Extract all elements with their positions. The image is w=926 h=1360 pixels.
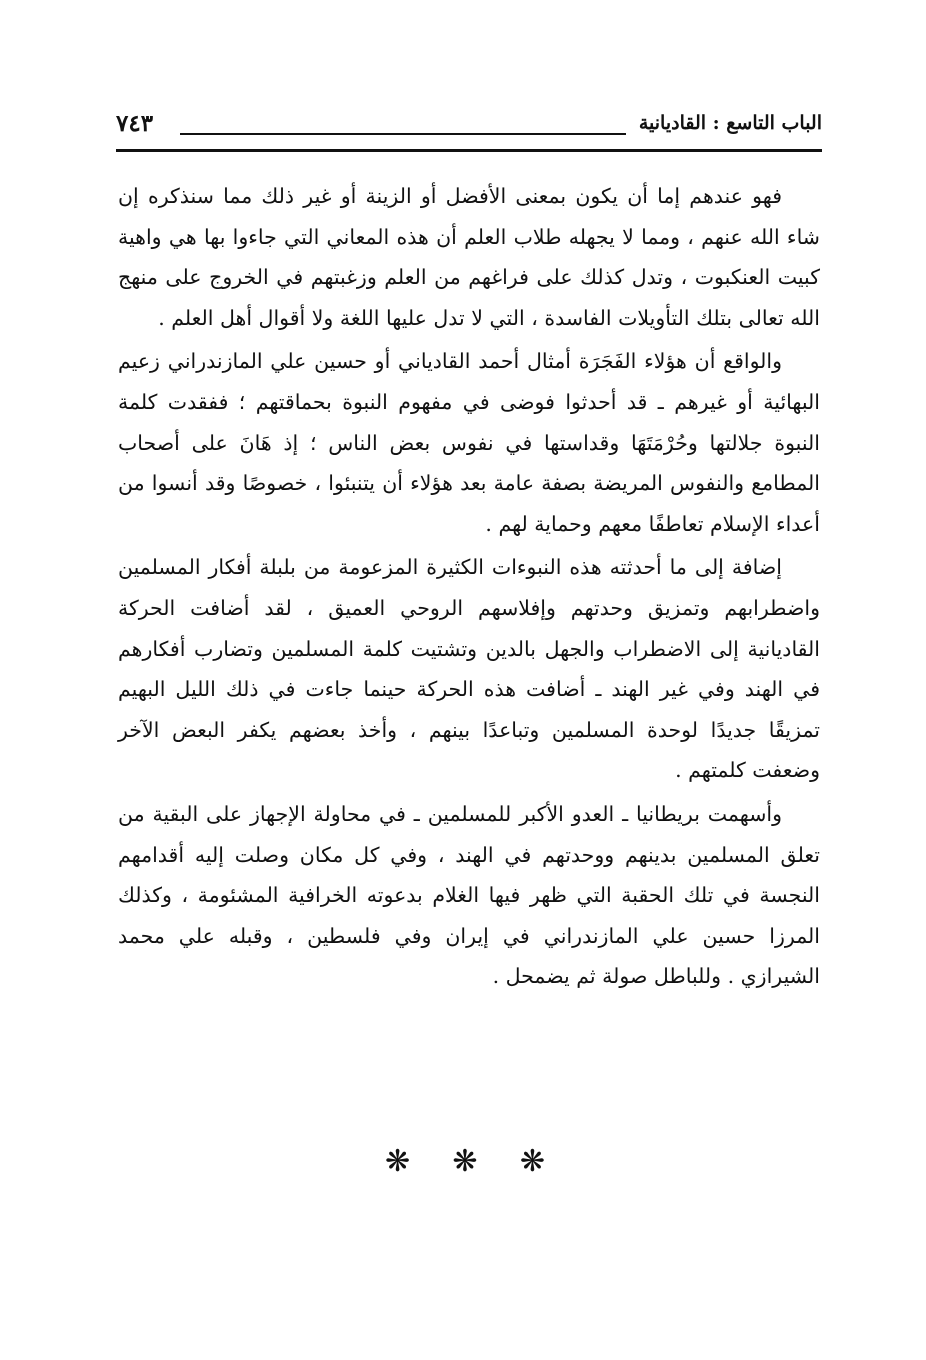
header-leader-line xyxy=(180,133,626,135)
chapter-title: الباب التاسع : القاديانية xyxy=(638,112,822,134)
paragraph-1: فهو عندهم إما أن يكون بمعنى الأفضل أو الزينة أو غير ذلك مما سنذكره إن شاء الله عنهم ، ومما لا يجهله طلاب العلم أن هذه المعاني التي جاءوا بها هي واهية كبيت العنكبوت ، وتدل كذلك على فراغهم من العلم وزغبتهم في الخروج على منهج الله تعالى بتلك التأويلات الفاسدة ، التي لا تدل عليها اللغة ولا أقوال أهل العلم . xyxy=(118,184,820,330)
asterisk-icon: ❋ xyxy=(452,1144,478,1179)
paragraph-4: وأسهمت بريطانيا ـ العدو الأكبر للمسلمين ـ في محاولة الإجهاز على البقية من تعلق المسلمين بدينهم ووحدتهم في الهند ، وفي كل مكان وصلت إليه أقدامهم النجسة في تلك الحقبة التي ظهر فيها الغلام بدعوته الخرافية المشئومة ، وكذلك المرزا حسين علي المازندراني في إيران وفي فلسطين ، وقبله علي محمد الشيرازي . وللباطل صولة ثم يضمحل . xyxy=(118,801,820,989)
paragraph-2: والواقع أن هؤلاء الفَجَرَة أمثال أحمد القادياني أو حسين علي المازندراني زعيم البهائية أو غيرهم ـ قد أحدثوا فوضى في مفهوم النبوة بحماقتهم ؛ ففقدت كلمة النبوة جلالتها وحُرْمَتَهَا وقداستها في نفوس بعض الناس ؛ إذ هَانَ على أصحاب المطامع والنفوس المريضة بصفة عامة بعد هؤلاء أن يتنبئوا ، خصوصًا وقد أنسوا من أعداء الإسلام تعاطفًا معهم وحماية لهم . xyxy=(118,349,820,536)
page-header xyxy=(116,108,822,152)
asterisk-icon: ❋ xyxy=(385,1144,411,1179)
paragraph-3: إضافة إلى ما أحدثته هذه النبوءات الكثيرة المزعومة من بلبلة أفكار المسلمين واضطرابهم وتمزيق وحدتهم وإفلاسهم الروحي العميق ، لقد أضافت الحركة القاديانية إلى الاضطراب والجهل بالدين وتشتيت كلمة المسلمين وتضارب أفكارهم في الهند وفي غير الهند ـ أضافت هذه الحركة حينما جاءت في ذلك الليل البهيم تمزيقًا جديدًا لوحدة المسلمين وتباعدًا بينهم ، وأخذ بعضهم يكفر البعض الآخر وضعفت كلمتهم . xyxy=(118,555,820,783)
page-body xyxy=(118,176,820,1000)
page-number: ٧٤٣ xyxy=(116,110,154,137)
header-rule xyxy=(116,149,822,152)
section-separator xyxy=(385,1144,545,1180)
asterisk-icon: ❋ xyxy=(519,1144,545,1179)
